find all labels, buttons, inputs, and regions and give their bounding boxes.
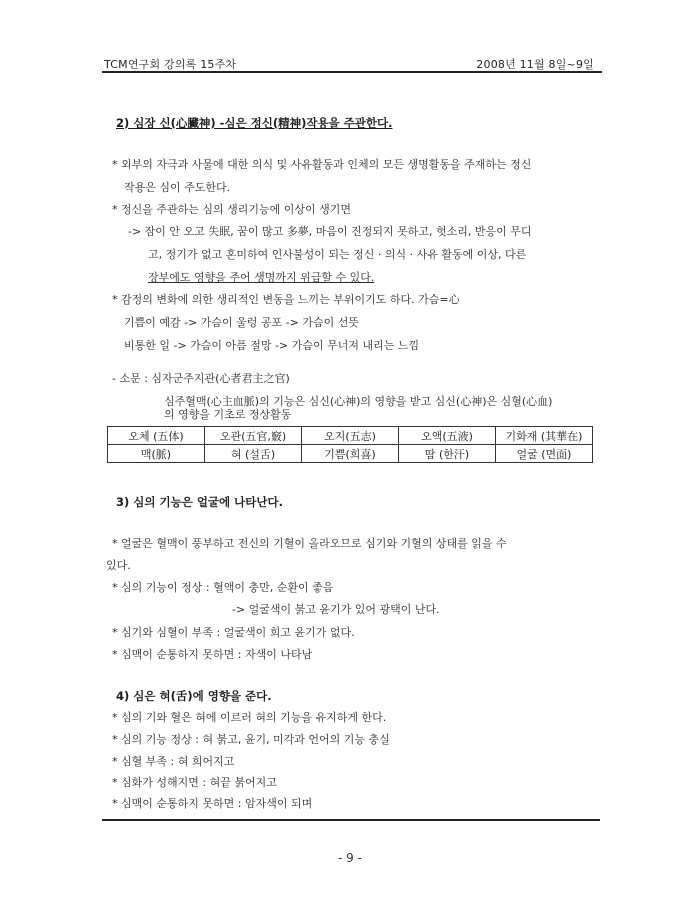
- section-2-line: 장부에도 영향을 주어 생명까지 위급할 수 있다.: [148, 271, 375, 284]
- section-2-heading: 2) 심장 신(心臟神) -심은 정신(精神)작용을 주관한다.: [116, 116, 393, 130]
- section-2-line: 작용은 심이 주도한다.: [124, 181, 231, 194]
- footer-rule: [102, 819, 600, 821]
- section-2-line: -> 잠이 안 오고 失眠, 꿈이 많고 多夢, 마음이 진정되지 못하고, 헛소리, 반응이 무디: [128, 225, 532, 238]
- table-cell: 기쁨(희喜): [302, 445, 399, 463]
- section-3-line: * 심맥이 순통하지 못하면 : 자색이 나타남: [112, 648, 313, 661]
- section-2-line: 기쁨이 예감 -> 가슴이 울렁 공포 -> 가슴이 선뜻: [124, 316, 359, 329]
- section-4-line: * 심의 기능 정상 : 혀 붉고, 윤기, 미각과 언어의 기능 충실: [112, 733, 390, 746]
- section-3-heading: 3) 심의 기능은 얼굴에 나타난다.: [116, 495, 283, 509]
- table-header-cell: 오관(五官,竅): [205, 427, 302, 445]
- correspondence-table: [107, 426, 593, 463]
- table-cell: 땀 (한汗): [399, 445, 496, 463]
- table-cell: 맥(脈): [108, 445, 205, 463]
- table-header-cell: 오지(五志): [302, 427, 399, 445]
- section-4-line: * 심맥이 순통하지 못하면 : 암자색이 되며: [112, 797, 313, 810]
- source-line: 의 영향을 기초로 정상활동: [164, 408, 292, 421]
- table-cell: 혀 (설舌): [205, 445, 302, 463]
- header-date: 2008년 11월 8일~9일: [476, 58, 594, 71]
- section-3-line: * 얼굴은 혈맥이 풍부하고 전신의 기혈이 올라오므로 심기와 기혈의 상태를 읽을 수: [112, 537, 507, 550]
- section-3-line: * 심기와 심혈이 부족 : 얼굴색이 희고 윤기가 없다.: [112, 626, 355, 639]
- header-title: TCM연구회 강의록 15주차: [104, 58, 237, 71]
- section-3-line: 있다.: [106, 559, 131, 572]
- table-header-cell: 오체 (五体): [108, 427, 205, 445]
- header-rule: [102, 71, 602, 73]
- section-2-line: * 감정의 변화에 의한 생리적인 변동을 느끼는 부위이기도 하다. 가슴=心: [112, 293, 460, 306]
- section-4-heading: 4) 심은 혀(舌)에 영향을 준다.: [116, 689, 272, 703]
- section-4-line: * 심화가 성해지면 : 혀끝 붉어지고: [112, 776, 277, 789]
- table-row: [108, 445, 593, 463]
- source-line: 심주혈맥(心主血脈)의 기능은 심신(心神)의 영향을 받고 심신(心神)은 심혈(心血): [164, 395, 553, 408]
- table-header-cell: 오액(五液): [399, 427, 496, 445]
- source-citation: - 소문 : 심자군주지관(心者君主之官): [112, 372, 290, 385]
- section-2-line: 고, 정기가 없고 혼미하여 인사불성이 되는 정신 · 의식 · 사유 활동에 이상, 다른: [148, 248, 527, 261]
- table-header-row: [108, 427, 593, 445]
- section-2-line: 비통한 일 -> 가슴이 아픔 절망 -> 가슴이 무너져 내리는 느낌: [124, 339, 420, 352]
- section-3-line: -> 얼굴색이 붉고 윤기가 있어 광택이 난다.: [232, 603, 440, 616]
- section-2-line: * 정신을 주관하는 심의 생리기능에 이상이 생기면: [112, 203, 351, 216]
- page-number: - 9 -: [338, 851, 362, 865]
- table-cell: 얼굴 (면面): [496, 445, 593, 463]
- section-4-line: * 심혈 부족 : 혀 희어지고: [112, 755, 235, 768]
- section-2-line: * 외부의 자극과 사물에 대한 의식 및 사유활동과 인체의 모든 생명활동을 주재하는 정신: [112, 158, 532, 171]
- table-header-cell: 기화재 (其華在): [496, 427, 593, 445]
- section-3-line: * 심의 기능이 정상 : 혈액이 충만, 순환이 좋음: [112, 581, 334, 594]
- section-4-line: * 심의 기와 혈은 혀에 이르러 혀의 기능을 유지하게 한다.: [112, 711, 387, 724]
